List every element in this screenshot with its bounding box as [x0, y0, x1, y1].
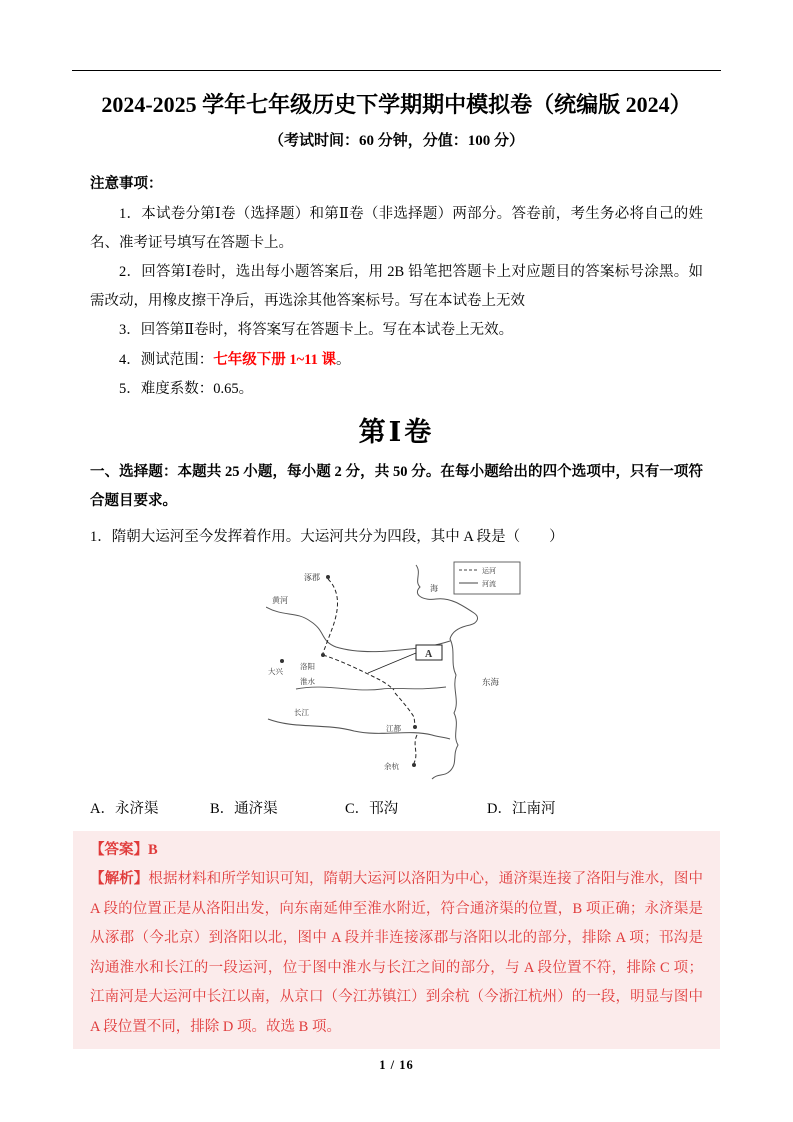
jiangdu-label: 江都	[385, 723, 401, 733]
segment-a-label: A	[424, 648, 432, 660]
analysis-line	[90, 865, 703, 1042]
notice-item-4	[90, 346, 703, 375]
daxing-dot	[280, 659, 284, 663]
option-d: D．江南河	[487, 800, 556, 817]
marker-leader-line	[368, 653, 416, 673]
paper-title: 2024-2025 学年七年级历史下学期期中模拟卷（统编版 2024）	[101, 92, 692, 117]
scope-highlight: 七年级下册 1~11 课	[213, 351, 336, 368]
question-1-stem: 1．隋朝大运河至今发挥着作用。大运河共分为四段，其中 A 段是（ ）	[90, 528, 564, 545]
section-instructions: 一、选择题：本题共 25 小题，每小题 2 分，共 50 分。在每小题给出的四个选项中，只有一项符合题目要求。	[90, 463, 703, 509]
huai-river-label: 淮水	[299, 676, 315, 686]
option-b: B．通济渠	[210, 800, 278, 817]
huai-river-line	[296, 687, 446, 690]
yangtze-label: 长江	[293, 707, 309, 717]
daxing-label: 大兴	[267, 666, 283, 676]
zhuojun-label: 涿郡	[303, 572, 320, 582]
option-a: A．永济渠	[90, 800, 159, 817]
jiangdu-dot	[413, 725, 417, 729]
notice-heading: 注意事项：	[90, 176, 163, 192]
notice-item-5: 5．难度系数：0.65。	[119, 381, 254, 397]
scope-suffix: 。	[336, 351, 351, 368]
paper-subtitle: （考试时间：60 分钟，分值：100 分）	[268, 133, 524, 149]
answer-value: B	[148, 841, 158, 858]
legend-river-label: 河流	[481, 579, 496, 588]
option-c: C．邗沟	[345, 800, 399, 817]
grand-canal-map-figure	[73, 557, 720, 790]
yellow-river-label: 黄河	[271, 595, 288, 605]
canal-hangou-segment	[395, 693, 415, 725]
notice-section	[73, 170, 720, 404]
answer-explanation-block	[73, 831, 720, 1050]
scope-prefix: 4．测试范围：	[119, 351, 214, 368]
notice-item-2: 2．回答第Ⅰ卷时，选出每小题答案后，用 2B 铅笔把答题卡上对应题目的答案标号涂黑。如需改动，用橡皮擦干净后，再选涂其他答案标号。写在本试卷上无效	[90, 264, 703, 309]
yuhang-label: 余杭	[383, 761, 399, 771]
answer-label: 【答案】	[90, 841, 148, 858]
analysis-label: 【解析】	[90, 871, 149, 887]
notice-item-1: 1．本试卷分第Ⅰ卷（选择题）和第Ⅱ卷（非选择题）两部分。答卷前，考生务必将自己的姓名、准考证号填写在答题卡上。	[90, 206, 703, 251]
coastline	[416, 565, 477, 779]
zhuojun-dot	[326, 575, 330, 579]
analysis-text: 根据材料和所学知识可知，隋朝大运河以洛阳为中心，通济渠连接了洛阳与淮水，图中 A 段的位置正是从洛阳出发，向东南延伸至淮水附近，符合通济渠的位置，B 项正确；永济渠是从涿郡（今北京）到洛阳以北，图中 A 段并非连接涿郡与洛阳以北的部分，排除 A 项；邗沟是沟通淮水和长江的一段运河，位于图中淮水与长江之间的部分，与 A 段位置不符，排除 C 项；江南河是大运河中长江以南，从京口（今江苏镇江）到余杭（今浙江杭州）的一段，明显与图中 A 段位置不同，排除 D 项。故选 B 项。	[90, 871, 703, 1035]
canal-yongji-segment	[323, 579, 338, 653]
page-number: 1 / 16	[379, 1058, 414, 1072]
east-sea-label: 东海	[481, 676, 499, 687]
canal-tongji-segment	[323, 655, 394, 690]
legend-canal-label: 运河	[481, 566, 496, 575]
yuhang-dot	[412, 763, 416, 767]
yangtze-river-line	[268, 719, 450, 739]
section-title: 第Ⅰ卷	[358, 416, 435, 447]
grand-canal-map	[266, 557, 528, 785]
header-rule	[72, 70, 721, 71]
luoyang-label: 洛阳	[299, 661, 315, 671]
bohai-label: 海	[429, 583, 438, 593]
luoyang-dot	[321, 653, 325, 657]
options-row	[73, 797, 720, 822]
canal-jiangnan-segment	[414, 735, 417, 763]
notice-item-3: 3．回答第Ⅱ卷时，将答案写在答题卡上。写在本试卷上无效。	[119, 322, 514, 338]
answer-line	[90, 836, 703, 866]
